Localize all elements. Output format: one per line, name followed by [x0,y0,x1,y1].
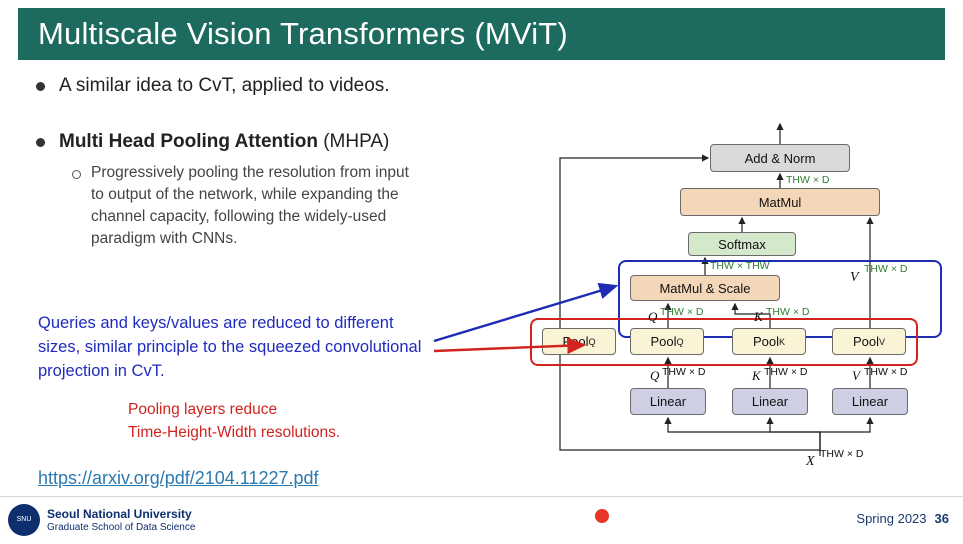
node-pool-v [832,328,906,355]
list-item [26,72,526,100]
label-qhat-dim: THW × D [662,366,706,378]
label-k-dim: THW × D [766,306,810,318]
blue-annotation-text: Queries and keys/values are reduced to different sizes, similar principle to the squeezed convolutional projection in CvT. [38,314,422,380]
bullet-suffix: (MHPA) [317,131,390,152]
node-linear-k: Linear [732,388,808,415]
node-linear-q: Linear [630,388,706,415]
list-item [26,128,526,156]
university-text [47,507,195,534]
node-label: Pool [562,334,589,349]
label-x-dim: THW × D [820,448,864,460]
node-label: Pool [852,334,879,349]
label-vhat-dim: THW × D [864,366,908,378]
node-matmul: MatMul [680,188,880,216]
university-name: Seoul National University [47,506,192,521]
bullet-text-2 [59,128,389,156]
sub-bullet-circle-icon [72,170,81,179]
node-linear-v: Linear [832,388,908,415]
label-q-symbol: Q [648,309,658,324]
red-annotation [128,398,458,444]
node-label: Pool [752,334,779,349]
bullet-bold-prefix: Multi Head Pooling Attention [59,131,318,152]
list-item [72,162,526,250]
node-subscript: V [879,336,886,347]
label-khat-dim: THW × D [764,366,808,378]
node-label: Pool [650,334,677,349]
node-add-norm: Add & Norm [710,144,850,172]
label-top-dim: THW × D [786,174,830,186]
node-matmul-scale: MatMul & Scale [630,275,780,301]
label-khat-symbol: K [752,368,761,383]
node-subscript: Q [676,336,684,347]
bullet-list [26,72,526,250]
paper-link[interactable]: https://arxiv.org/pdf/2104.11227.pdf [38,468,319,488]
node-softmax: Softmax [688,232,796,256]
bullet-dot-icon [36,82,45,91]
label-q-dim: THW × D [660,306,704,318]
node-pool-q [630,328,704,355]
label-vhat-symbol: V [852,368,860,383]
title-bar [18,8,945,60]
label-k-symbol: K [754,309,763,324]
label-v-symbol: V [850,270,859,285]
slide-marker-dot [595,509,609,523]
crest-icon: SNU [8,504,40,536]
label-attn-dim: THW × THW [710,260,770,272]
school-name: Graduate School of Data Science [47,521,196,533]
term-label: Spring 2023 [856,511,927,526]
red-annotation-line1: Pooling layers reduce [128,401,278,418]
mhpa-diagram [520,120,960,490]
node-subscript: Q [588,336,596,347]
label-x-symbol: X [806,454,815,469]
label-qhat-symbol: Q [650,368,660,383]
university-logo [8,504,195,536]
bullet-dot-icon [36,138,45,147]
node-pool-q-outer [542,328,616,355]
page-title: Multiscale Vision Transformers (MViT) [38,16,568,51]
bullet-text-1: A similar idea to CvT, applied to videos. [59,75,390,96]
node-subscript: K [779,336,786,347]
footer-meta [856,511,949,526]
sub-bullet-text: Progressively pooling the resolution from input to output of the network, while expanding the channel capacity, following the widely-used paradigm with CNNs. [91,164,409,247]
sub-bullet-list [72,162,526,250]
footer-divider [0,496,963,497]
label-v-dim: THW × D [864,263,908,275]
red-annotation-line2: Time-Height-Width resolutions. [128,424,341,441]
page-number: 36 [934,511,949,526]
node-pool-k [732,328,806,355]
